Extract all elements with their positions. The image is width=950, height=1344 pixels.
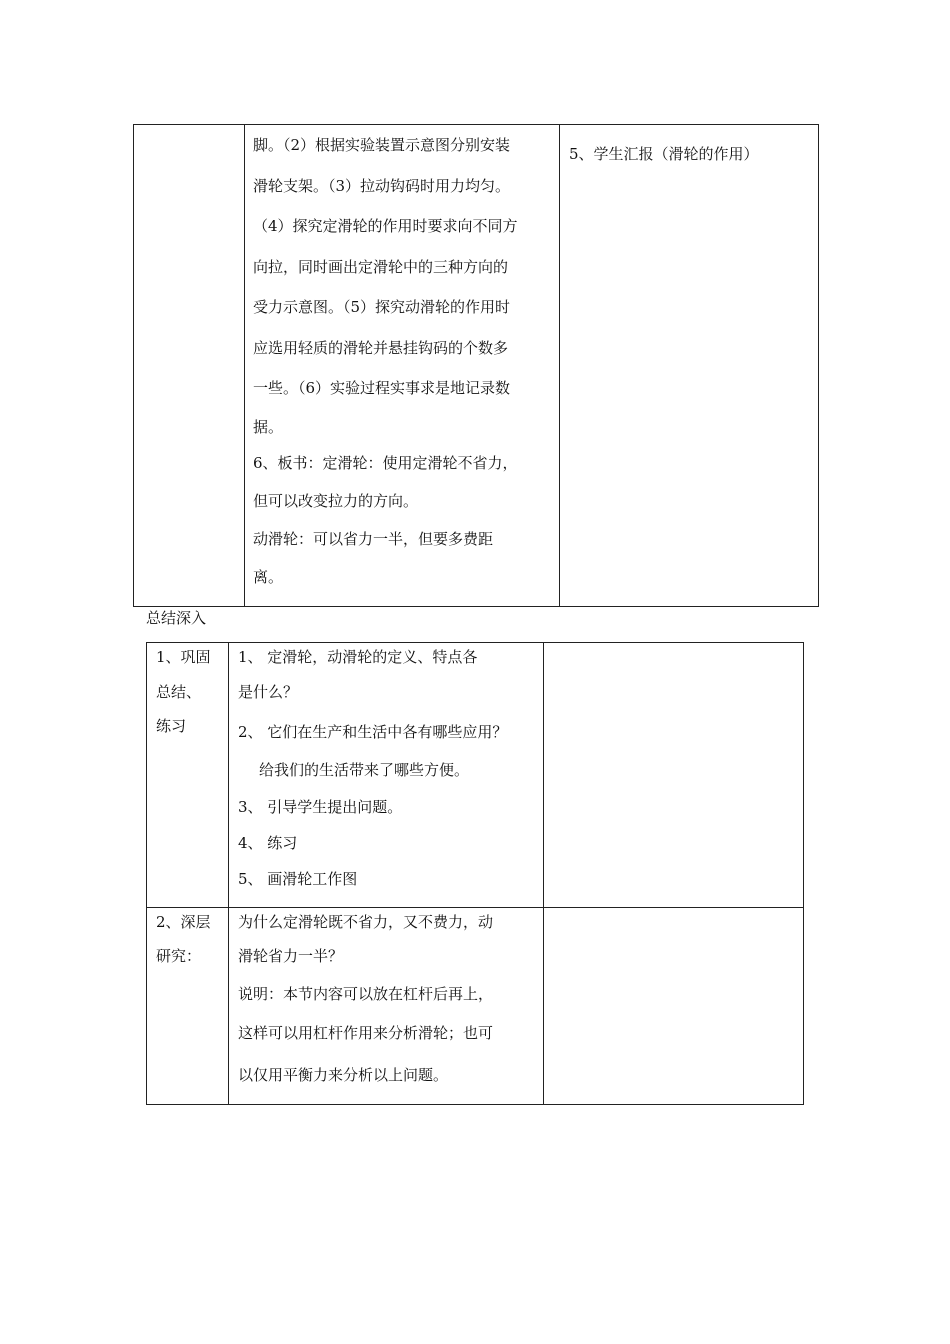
row-empty-cell bbox=[544, 643, 804, 908]
text-line: 一些。（6）实验过程实事求是地记录数 bbox=[253, 379, 511, 397]
label-line: 1、巩固 bbox=[156, 648, 211, 666]
content-line: 为什么定滑轮既不省力，又不费力，动 bbox=[238, 913, 494, 931]
content-line: 4、 练习 bbox=[238, 834, 298, 852]
text-line: 应选用轻质的滑轮并悬挂钩码的个数多 bbox=[253, 338, 509, 357]
activity-table bbox=[133, 124, 819, 607]
text-line: 但可以改变拉力的方向。 bbox=[253, 491, 419, 510]
section-heading: 总结深入 bbox=[146, 609, 207, 627]
content-line: 1、 定滑轮，动滑轮的定义、特点各 bbox=[238, 648, 478, 666]
content-line: 说明：本节内容可以放在杠杆后再上， bbox=[238, 985, 494, 1003]
table1-student-activity-cell bbox=[560, 125, 819, 607]
text-line: 向拉，同时画出定滑轮中的三种方向的 bbox=[253, 257, 509, 276]
content-line: 是什么？ bbox=[238, 683, 299, 701]
label-line: 总结、 bbox=[156, 683, 202, 701]
content-line: 这样可以用杠杆作用来分析滑轮；也可 bbox=[238, 1024, 494, 1042]
text-line: 脚。（2）根据实验装置示意图分别安装 bbox=[253, 136, 511, 154]
student-report-text: 5、学生汇报（滑轮的作用） bbox=[569, 145, 759, 163]
content-line: 给我们的生活带来了哪些方便。 bbox=[259, 761, 470, 779]
row-empty-cell bbox=[544, 908, 804, 1105]
content-line: 以仅用平衡力来分析以上问题。 bbox=[238, 1066, 449, 1084]
row-content-deep-study bbox=[229, 908, 544, 1105]
content-line: 2、 它们在生产和生活中各有哪些应用？ bbox=[238, 723, 508, 741]
text-line: 6、板书：定滑轮：使用定滑轮不省力， bbox=[253, 453, 518, 472]
text-line: 滑轮支架。（3）拉动钩码时用力均匀。 bbox=[253, 176, 511, 195]
label-line: 研究： bbox=[156, 947, 202, 965]
content-line: 滑轮省力一半？ bbox=[238, 947, 344, 965]
label-line: 练习 bbox=[156, 717, 187, 735]
content-line: 3、 引导学生提出问题。 bbox=[238, 798, 403, 816]
row-label-consolidate bbox=[147, 643, 229, 908]
row-content-consolidate bbox=[229, 643, 544, 908]
table1-empty-cell bbox=[134, 125, 245, 607]
summary-table bbox=[146, 642, 804, 1105]
text-line: （4）探究定滑轮的作用时要求向不同方 bbox=[253, 217, 518, 235]
content-line: 5、 画滑轮工作图 bbox=[238, 870, 358, 888]
table1-teacher-activity-cell bbox=[245, 125, 560, 607]
text-line: 据。 bbox=[253, 417, 284, 436]
row-label-deep-study bbox=[147, 908, 229, 1105]
text-line: 动滑轮：可以省力一半，但要多费距 bbox=[253, 530, 494, 548]
label-line: 2、深层 bbox=[156, 913, 211, 931]
text-line: 受力示意图。（5）探究动滑轮的作用时 bbox=[253, 298, 511, 316]
text-line: 离。 bbox=[253, 568, 284, 586]
